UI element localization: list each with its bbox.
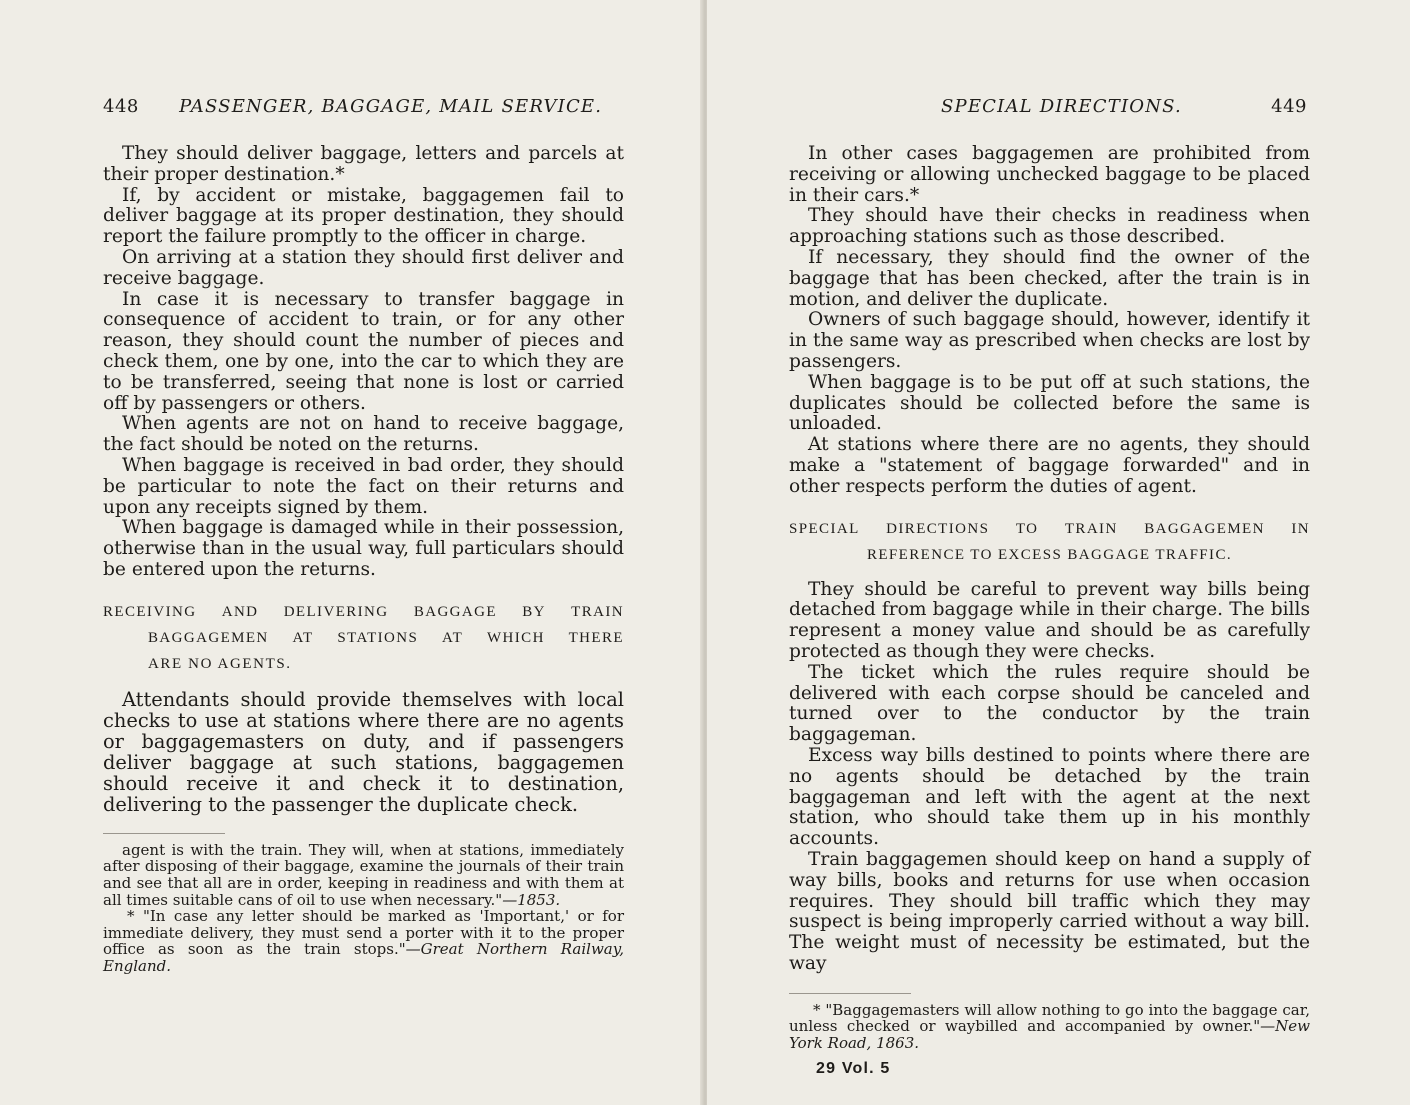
- paragraph: If, by accident or mistake, baggagemen fail to deliver baggage at its proper destination, they should report the failure promptly to the officer in charge.: [103, 184, 624, 248]
- heading-word: WHICH: [486, 629, 545, 646]
- right-running-head: [941, 96, 1307, 117]
- right-page-number: 449: [1271, 96, 1307, 117]
- paragraph: When baggage is received in bad order, they should be particular to note the fact on their returns and upon any receipts signed by them.: [103, 454, 624, 518]
- paragraph: Owners of such baggage should, however, identify it in the same way as prescribed when checks are lost by passengers.: [789, 309, 1310, 372]
- heading-word: BAGGAGE: [413, 603, 497, 620]
- heading-word: BY: [522, 603, 546, 620]
- heading-word: DELIVERING: [283, 603, 389, 620]
- heading-line: ARE NO AGENTS.: [148, 655, 292, 672]
- heading-word: RECEIVING: [103, 603, 197, 620]
- heading-word: STATIONS: [337, 629, 419, 646]
- footnote-text: * "In case any letter should be marked as 'Important,' or for immediate delivery, they must send a porter with it to the proper office as soon as the train stops.": [103, 907, 624, 959]
- paragraph: When baggage is to be put off at such stations, the duplicates should be collected before the same is unloaded.: [789, 371, 1310, 435]
- footnote-source: —Great Northern Railway, England.: [103, 940, 624, 975]
- footnote-source: —1853.: [502, 890, 561, 909]
- section-paragraph: They should be careful to prevent way bills being detached from baggage while in their charge. The bills represent a money value and should be as carefully protected as though they were checks.: [789, 578, 1310, 662]
- section-paragraph: Train baggagemen should keep on hand a supply of way bills, books and returns for use when occasion requires. They should bill traffic which they may suspect is being improperly carried without a way bill. The weight must of necessity be estimated, but the way: [789, 848, 1310, 974]
- left-footnotes: [103, 842, 624, 975]
- left-running-head: [103, 96, 603, 117]
- heading-word: AT: [442, 629, 464, 646]
- heading-word: THERE: [568, 629, 624, 646]
- footnote-text: agent is with the train. They will, when at stations, immediately after disposing of their baggage, examine the journals of their train and see that all are in order, keeping in readiness and with them at all times suitable cans of oil to use when necessary.": [103, 840, 624, 909]
- footnote-rule: [789, 993, 911, 994]
- left-page-number: 448: [103, 96, 139, 117]
- heading-word: TRAIN: [1064, 520, 1118, 537]
- right-footnotes: [789, 1002, 1310, 1052]
- heading-word: BAGGAGEMEN: [1144, 520, 1265, 537]
- paragraph: If necessary, they should find the owner of the baggage that has been checked, after the train is in motion, and deliver the duplicate.: [789, 246, 1310, 310]
- section-paragraph: The ticket which the rules require should be delivered with each corpse should be canceled and turned over to the conductor by the train baggageman.: [789, 661, 1310, 746]
- left-page: [0, 0, 704, 1105]
- footnote-source: —New York Road, 1863.: [789, 1017, 1310, 1052]
- printer-signature: 29 Vol. 5: [816, 1060, 891, 1078]
- right-running-title: SPECIAL DIRECTIONS.: [941, 96, 1182, 117]
- footnote-rule: [103, 833, 225, 834]
- paragraph: They should deliver baggage, letters and parcels at their proper destination.*: [103, 143, 624, 185]
- section-paragraph: Attendants should provide themselves with local checks to use at stations where there are no agents or baggagemasters on duty, and if passengers deliver baggage at such stations, baggagemen should receive it and check it to destination, delivering to the passenger the duplicate check.: [103, 687, 624, 816]
- left-running-title: PASSENGER, BAGGAGE, MAIL SERVICE.: [179, 96, 603, 117]
- heading-line: REFERENCE TO EXCESS BAGGAGE TRAFFIC.: [866, 546, 1233, 563]
- section-paragraph: Excess way bills destined to points where there are no agents should be detached by the train baggageman and left with the agent at the next station, who should take them up in his monthly accounts.: [789, 744, 1310, 850]
- left-section-heading: [103, 599, 624, 677]
- heading-word: TRAIN: [571, 603, 624, 620]
- paragraph: In case it is necessary to transfer baggage in consequence of accident to train, or for any other reason, they should count the number of pieces and check them, one by one, into the car to which they are to be transferred, seeing that none is lost or carried off by passengers or others.: [103, 288, 624, 414]
- right-body: [789, 144, 1310, 1080]
- heading-word: AT: [292, 629, 314, 646]
- right-section-heading: [789, 516, 1310, 568]
- paragraph: In other cases baggagemen are prohibited from receiving or allowing unchecked baggage to be placed in their cars.*: [789, 143, 1310, 206]
- footnote-text: * "Baggagemasters will allow nothing to go into the baggage car, unless checked or waybilled and accompanied by owner.": [789, 1000, 1310, 1036]
- heading-word: AND: [221, 603, 259, 620]
- heading-word: TO: [1015, 520, 1039, 537]
- heading-word: SPECIAL: [789, 520, 860, 537]
- left-body: [103, 144, 624, 974]
- paragraph: They should have their checks in readiness when approaching stations such as those described.: [789, 205, 1310, 248]
- paragraph: When baggage is damaged while in their possession, otherwise than in the usual way, full particulars should be entered upon the returns.: [103, 517, 624, 580]
- paragraph: At stations where there are no agents, they should make a "statement of baggage forwarded" and in other respects perform the duties of agent.: [789, 434, 1310, 497]
- heading-word: BAGGAGEMEN: [148, 629, 269, 646]
- heading-word: IN: [1291, 520, 1310, 537]
- right-page: [707, 0, 1410, 1105]
- paragraph: When agents are not on hand to receive baggage, the fact should be noted on the returns.: [103, 413, 624, 456]
- heading-word: DIRECTIONS: [886, 520, 990, 537]
- paragraph: On arriving at a station they should first deliver and receive baggage.: [103, 246, 624, 289]
